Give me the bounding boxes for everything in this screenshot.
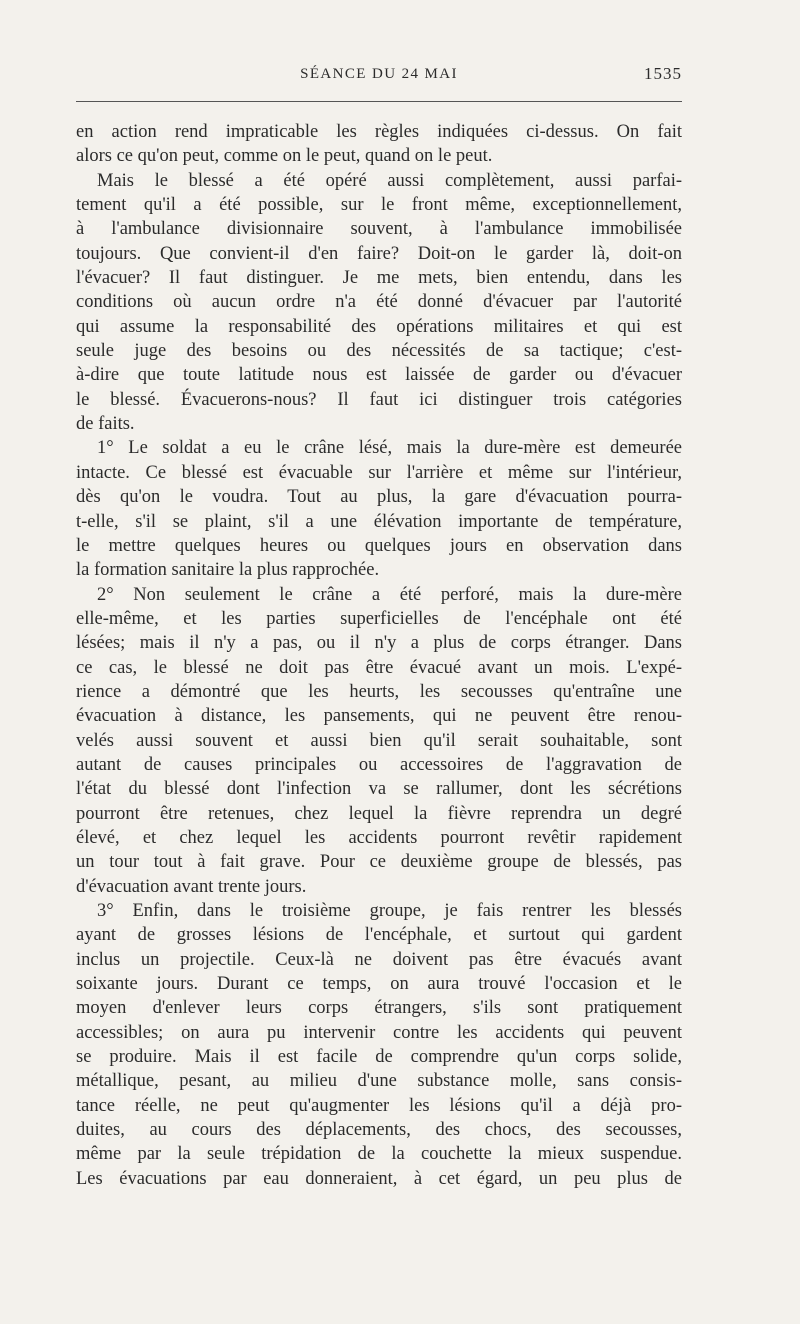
text-line: rience a démontré que les heurts, les secousses qu'entraîne une [76, 681, 682, 702]
text-line: duites, au cours des déplacements, des chocs, des secousses, [76, 1120, 682, 1141]
text-line: Les évacuations par eau donneraient, à cet égard, un peu plus de [76, 1168, 682, 1189]
paragraph-4 [76, 583, 682, 899]
text-line: évacuation à distance, les pansements, qui ne peuvent être renou- [76, 706, 682, 727]
text-line: inclus un projectile. Ceux-là ne doivent pas être évacués avant [76, 949, 682, 970]
text-line: métallique, pesant, au milieu d'une substance molle, sans consis- [76, 1071, 682, 1092]
text-line: tement qu'il a été possible, sur le front même, exceptionnellement, [76, 195, 682, 216]
paragraph-5 [76, 899, 682, 1191]
text-line: 1° Le soldat a eu le crâne lésé, mais la dure-mère est demeurée [97, 438, 682, 459]
text-line: l'évacuer? Il faut distinguer. Je me mets, bien entendu, dans les [76, 268, 682, 289]
text-line: le blessé. Évacuerons-nous? Il faut ici distinguer trois catégories [76, 389, 682, 410]
text-line: l'état du blessé dont l'infection va se rallumer, dont les sécrétions [76, 779, 682, 800]
text-line: en action rend impraticable les règles indiquées ci-dessus. On fait [76, 122, 682, 142]
text-line: se produire. Mais il est facile de comprendre qu'un corps solide, [76, 1047, 682, 1068]
header-rule [76, 101, 682, 102]
body-text [76, 120, 682, 1191]
text-line: élevé, et chez lequel les accidents pourront revêtir rapidement [76, 827, 682, 848]
text-line: de faits. [76, 414, 135, 435]
text-line: à-dire que toute latitude nous est laissée de garder ou d'évacuer [76, 365, 682, 386]
text-line: dès qu'on le voudra. Tout au plus, la gare d'évacuation pourra- [76, 487, 682, 508]
text-line: pourront être retenues, chez lequel la fièvre reprendra un degré [76, 803, 682, 824]
text-line: le mettre quelques heures ou quelques jours en observation dans [76, 535, 682, 556]
text-line: à l'ambulance divisionnaire souvent, à l'ambulance immobilisée [76, 219, 682, 240]
text-line: seule juge des besoins ou des nécessités de sa tactique; c'est- [76, 341, 682, 362]
text-line: intacte. Ce blessé est évacuable sur l'arrière et même sur l'intérieur, [76, 462, 682, 483]
text-line: 3° Enfin, dans le troisième groupe, je fais rentrer les blessés [97, 901, 682, 921]
text-line: tance réelle, ne peut qu'augmenter les lésions qu'il a déjà pro- [76, 1095, 682, 1116]
running-title: SÉANCE DU 24 MAI [300, 66, 458, 82]
paragraph-2 [76, 169, 682, 437]
text-line: qui assume la responsabilité des opérations militaires et qui est [76, 316, 682, 337]
text-line: alors ce qu'on peut, comme on le peut, quand on le peut. [76, 146, 493, 167]
page-number: 1535 [644, 64, 682, 83]
text-line: ce cas, le blessé ne doit pas être évacué avant un mois. L'expé- [76, 657, 682, 678]
text-line: d'évacuation avant trente jours. [76, 876, 307, 897]
text-line: la formation sanitaire la plus rapprochée. [76, 560, 380, 581]
text-line: lésées; mais il n'y a pas, ou il n'y a plus de corps étranger. Dans [76, 633, 682, 654]
text-line: conditions où aucun ordre n'a été donné d'évacuer par l'autorité [76, 292, 682, 313]
text-line: t-elle, s'il se plaint, s'il a une élévation importante de température, [76, 511, 682, 532]
text-line: un tour tout à fait grave. Pour ce deuxième groupe de blessés, pas [76, 852, 682, 873]
paragraph-1 [76, 120, 682, 169]
text-line: accessibles; on aura pu intervenir contre les accidents qui peuvent [76, 1022, 682, 1043]
text-line: velés aussi souvent et aussi bien qu'il serait souhaitable, sont [76, 730, 682, 751]
running-header [76, 63, 682, 89]
text-line: elle-même, et les parties superficielles de l'encéphale ont été [76, 608, 682, 629]
text-line: ayant de grosses lésions de l'encéphale, et surtout qui gardent [76, 925, 682, 946]
text-line: Mais le blessé a été opéré aussi complètement, aussi parfai- [97, 170, 682, 191]
text-line: même par la seule trépidation de la couchette la mieux suspendue. [76, 1144, 682, 1165]
text-line: moyen d'enlever leurs corps étrangers, s'ils sont pratiquement [76, 998, 682, 1019]
text-line: toujours. Que convient-il d'en faire? Doit-on le garder là, doit-on [76, 243, 682, 264]
text-line: soixante jours. Durant ce temps, on aura trouvé l'occasion et le [76, 974, 682, 995]
text-line: 2° Non seulement le crâne a été perforé, mais la dure-mère [97, 584, 682, 605]
paragraph-3 [76, 436, 682, 582]
text-line: autant de causes principales ou accessoires de l'aggravation de [76, 754, 682, 775]
